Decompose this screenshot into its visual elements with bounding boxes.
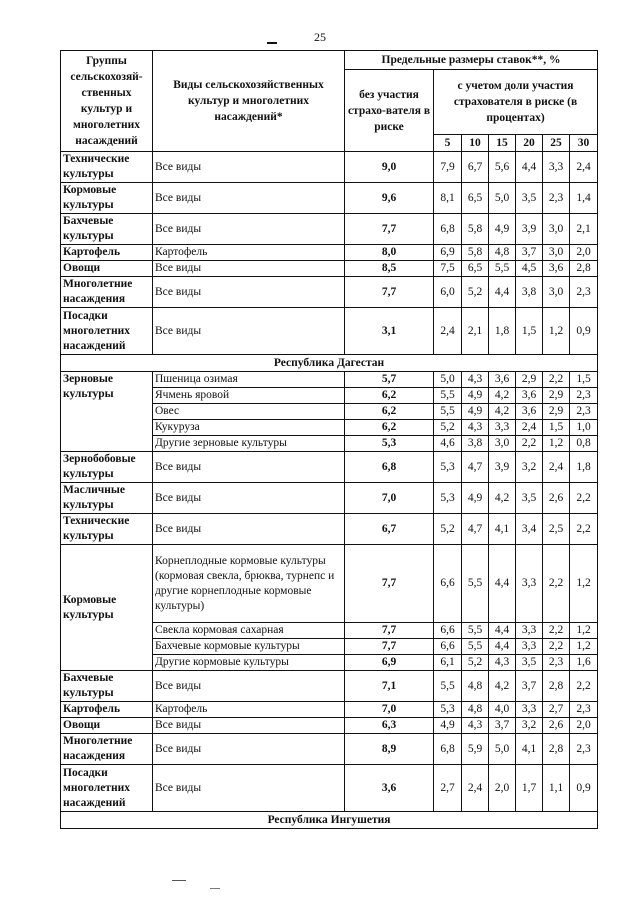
rate-without-participation: 6,8: [345, 452, 434, 483]
scan-mark: [267, 42, 277, 44]
rate-share-15: 4,4: [489, 277, 516, 308]
rate-share-30: 2,1: [570, 214, 598, 245]
rate-share-30: 1,0: [570, 420, 598, 436]
rate-share-5: 6,1: [434, 655, 462, 671]
crop-group: Многолетние насаждения: [61, 734, 153, 765]
rate-share-5: 6,8: [434, 214, 462, 245]
crop-kind: Все виды: [153, 452, 345, 483]
rate-share-15: 3,9: [489, 452, 516, 483]
rate-share-10: 5,5: [462, 623, 489, 639]
crop-kind: Все виды: [153, 261, 345, 277]
header-share-25: 25: [543, 135, 570, 152]
rate-without-participation: 9,6: [345, 183, 434, 214]
crop-kind: Все виды: [153, 483, 345, 514]
crop-kind: Свекла кормовая сахарная: [153, 623, 345, 639]
rate-share-10: 2,1: [462, 308, 489, 355]
table-row: [61, 514, 598, 545]
rate-share-15: 5,5: [489, 261, 516, 277]
rate-share-20: 1,5: [516, 308, 543, 355]
rate-share-10: 4,9: [462, 483, 489, 514]
rate-without-participation: 8,9: [345, 734, 434, 765]
rate-share-10: 5,9: [462, 734, 489, 765]
crop-group: Технические культуры: [61, 514, 153, 545]
table-row: [61, 702, 598, 718]
rate-share-5: 6,0: [434, 277, 462, 308]
rate-share-30: 2,3: [570, 404, 598, 420]
rate-share-25: 2,7: [543, 702, 570, 718]
rate-share-30: 1,6: [570, 655, 598, 671]
region-title: Республика Дагестан: [61, 355, 598, 372]
rate-share-25: 3,3: [543, 152, 570, 183]
header-group: Группы сельскохозяй-ственных культур и многолетних насаждений: [61, 51, 153, 152]
rate-share-25: 2,4: [543, 452, 570, 483]
rate-share-5: 6,9: [434, 245, 462, 261]
rate-share-25: 2,9: [543, 404, 570, 420]
rate-share-5: 2,4: [434, 308, 462, 355]
rate-share-30: 2,3: [570, 277, 598, 308]
table-row: [61, 545, 598, 623]
rate-share-30: 1,4: [570, 183, 598, 214]
header-with-participation: с учетом доли участия страхователя в риске (в процентах): [434, 70, 598, 135]
rate-without-participation: 6,7: [345, 514, 434, 545]
crop-kind: Кукуруза: [153, 420, 345, 436]
rate-share-15: 5,6: [489, 152, 516, 183]
rate-share-20: 3,3: [516, 623, 543, 639]
rate-share-5: 5,5: [434, 388, 462, 404]
table-row: [61, 765, 598, 812]
rate-share-20: 3,3: [516, 545, 543, 623]
crop-kind: Пшеница озимая: [153, 372, 345, 388]
table-body: [61, 152, 598, 829]
region-row: [61, 812, 598, 829]
rate-share-30: 2,0: [570, 245, 598, 261]
rate-share-20: 3,8: [516, 277, 543, 308]
rate-share-15: 4,2: [489, 404, 516, 420]
rate-without-participation: 7,0: [345, 702, 434, 718]
crop-kind: Другие зерновые культуры: [153, 436, 345, 452]
crop-group: Многолетние насаждения: [61, 277, 153, 308]
rate-share-10: 2,4: [462, 765, 489, 812]
rate-without-participation: 5,7: [345, 372, 434, 388]
rate-share-15: 3,0: [489, 436, 516, 452]
rate-share-25: 3,6: [543, 261, 570, 277]
rate-share-30: 2,2: [570, 483, 598, 514]
rate-share-20: 3,5: [516, 655, 543, 671]
rate-without-participation: 8,0: [345, 245, 434, 261]
rate-share-20: 3,2: [516, 718, 543, 734]
table-row: [61, 308, 598, 355]
rate-share-25: 2,2: [543, 623, 570, 639]
header-share-30: 30: [570, 135, 598, 152]
crop-group: Зерновые культуры: [61, 372, 153, 452]
crop-group: Картофель: [61, 702, 153, 718]
rate-share-15: 4,1: [489, 514, 516, 545]
rate-share-20: 3,2: [516, 452, 543, 483]
rate-without-participation: 3,1: [345, 308, 434, 355]
rate-share-20: 3,4: [516, 514, 543, 545]
rate-share-15: 4,2: [489, 388, 516, 404]
header-limits: Предельные размеры ставок**, %: [345, 51, 598, 70]
rate-without-participation: 8,5: [345, 261, 434, 277]
rate-share-15: 4,4: [489, 639, 516, 655]
rate-share-20: 3,7: [516, 245, 543, 261]
header-share-15: 15: [489, 135, 516, 152]
crop-kind: Все виды: [153, 183, 345, 214]
crop-kind: Все виды: [153, 214, 345, 245]
table-row: [61, 214, 598, 245]
rate-share-15: 3,3: [489, 420, 516, 436]
rate-share-5: 8,1: [434, 183, 462, 214]
table-row: [61, 277, 598, 308]
region-title: Республика Ингушетия: [61, 812, 598, 829]
rate-share-15: 5,0: [489, 734, 516, 765]
rate-share-10: 5,5: [462, 639, 489, 655]
rate-share-25: 2,9: [543, 388, 570, 404]
rate-without-participation: 7,7: [345, 277, 434, 308]
rate-share-30: 2,3: [570, 702, 598, 718]
rate-share-30: 0,9: [570, 765, 598, 812]
rate-share-30: 2,0: [570, 718, 598, 734]
rate-share-15: 4,4: [489, 545, 516, 623]
rate-share-5: 6,6: [434, 623, 462, 639]
rate-share-30: 1,2: [570, 623, 598, 639]
rate-without-participation: 6,9: [345, 655, 434, 671]
rate-share-30: 2,3: [570, 388, 598, 404]
crop-kind: Ячмень яровой: [153, 388, 345, 404]
rate-share-30: 0,9: [570, 308, 598, 355]
rates-table: [60, 50, 598, 829]
rate-share-10: 4,3: [462, 372, 489, 388]
header-share-20: 20: [516, 135, 543, 152]
rate-share-15: 4,9: [489, 214, 516, 245]
rate-share-25: 2,3: [543, 183, 570, 214]
crop-kind: Все виды: [153, 734, 345, 765]
rate-without-participation: 3,6: [345, 765, 434, 812]
crop-group: Зернобобовые культуры: [61, 452, 153, 483]
rate-share-25: 2,8: [543, 734, 570, 765]
rate-share-5: 5,5: [434, 404, 462, 420]
rate-share-10: 5,8: [462, 214, 489, 245]
rate-share-15: 1,8: [489, 308, 516, 355]
crop-group: Посадки многолетних насаждений: [61, 308, 153, 355]
rate-without-participation: 6,2: [345, 388, 434, 404]
rate-without-participation: 7,0: [345, 483, 434, 514]
rate-without-participation: 9,0: [345, 152, 434, 183]
rate-share-5: 6,8: [434, 734, 462, 765]
rate-share-15: 3,6: [489, 372, 516, 388]
table-row: [61, 734, 598, 765]
crop-kind: Картофель: [153, 702, 345, 718]
crop-kind: Все виды: [153, 765, 345, 812]
crop-kind: Бахчевые кормовые культуры: [153, 639, 345, 655]
rate-share-25: 3,0: [543, 277, 570, 308]
page-number: 25: [314, 30, 326, 44]
crop-group: Технические культуры: [61, 152, 153, 183]
rate-share-5: 5,3: [434, 452, 462, 483]
rate-share-10: 4,8: [462, 671, 489, 702]
rate-share-25: 2,6: [543, 483, 570, 514]
crop-kind: Все виды: [153, 152, 345, 183]
rate-share-30: 2,8: [570, 261, 598, 277]
rate-share-15: 2,0: [489, 765, 516, 812]
rate-share-10: 6,7: [462, 152, 489, 183]
rate-share-20: 4,4: [516, 152, 543, 183]
table-row: [61, 261, 598, 277]
rate-share-25: 3,0: [543, 214, 570, 245]
crop-kind: Овес: [153, 404, 345, 420]
rate-share-15: 3,7: [489, 718, 516, 734]
header-share-5: 5: [434, 135, 462, 152]
rate-share-5: 7,5: [434, 261, 462, 277]
rate-share-10: 4,9: [462, 404, 489, 420]
rate-share-5: 5,5: [434, 671, 462, 702]
rate-without-participation: 5,3: [345, 436, 434, 452]
header-share-10: 10: [462, 135, 489, 152]
rate-share-25: 2,3: [543, 655, 570, 671]
header-kinds: Виды сельскохозяйственных культур и многолетних насаждений*: [153, 51, 345, 152]
rate-share-30: 1,8: [570, 452, 598, 483]
table-row: [61, 152, 598, 183]
rate-without-participation: 7,7: [345, 623, 434, 639]
crop-group: Бахчевые культуры: [61, 671, 153, 702]
table-row: [61, 671, 598, 702]
rate-share-20: 3,5: [516, 183, 543, 214]
rate-share-10: 4,3: [462, 718, 489, 734]
rate-share-30: 1,5: [570, 372, 598, 388]
rate-share-5: 5,2: [434, 514, 462, 545]
table-row: [61, 183, 598, 214]
table-row: [61, 483, 598, 514]
crop-kind: Корнеплодные кормовые культуры (кормовая свекла, брюква, турнепс и другие корнеплодные кормовые культуры): [153, 545, 345, 623]
rate-share-5: 5,2: [434, 420, 462, 436]
rate-share-30: 2,2: [570, 514, 598, 545]
rate-share-20: 3,6: [516, 388, 543, 404]
table-row: [61, 245, 598, 261]
rate-share-20: 1,7: [516, 765, 543, 812]
rate-share-5: 7,9: [434, 152, 462, 183]
rate-share-25: 2,5: [543, 514, 570, 545]
rate-share-5: 4,6: [434, 436, 462, 452]
rate-share-10: 5,5: [462, 545, 489, 623]
rate-share-30: 2,2: [570, 671, 598, 702]
crop-kind: Все виды: [153, 671, 345, 702]
rate-share-5: 6,6: [434, 545, 462, 623]
scan-mark: [210, 888, 220, 889]
rate-share-15: 4,2: [489, 483, 516, 514]
rate-share-5: 5,0: [434, 372, 462, 388]
rate-share-25: 2,6: [543, 718, 570, 734]
crop-group: Бахчевые культуры: [61, 214, 153, 245]
rate-share-30: 0,8: [570, 436, 598, 452]
rate-share-5: 2,7: [434, 765, 462, 812]
rate-share-30: 2,4: [570, 152, 598, 183]
rate-share-10: 4,8: [462, 702, 489, 718]
table-row: [61, 452, 598, 483]
rate-share-10: 4,9: [462, 388, 489, 404]
rate-share-25: 1,1: [543, 765, 570, 812]
rate-share-15: 5,0: [489, 183, 516, 214]
crop-kind: Все виды: [153, 514, 345, 545]
rate-share-10: 4,3: [462, 420, 489, 436]
rate-share-25: 3,0: [543, 245, 570, 261]
rate-without-participation: 6,2: [345, 420, 434, 436]
crop-group: Овощи: [61, 261, 153, 277]
rate-without-participation: 7,7: [345, 214, 434, 245]
header-without-participation: без участия страхо-вателя в риске: [345, 70, 434, 152]
rate-without-participation: 6,2: [345, 404, 434, 420]
rate-share-15: 4,8: [489, 245, 516, 261]
rate-share-10: 4,7: [462, 514, 489, 545]
rate-share-10: 5,8: [462, 245, 489, 261]
rate-share-5: 5,3: [434, 483, 462, 514]
crop-kind: Картофель: [153, 245, 345, 261]
crop-kind: Другие кормовые культуры: [153, 655, 345, 671]
crop-group: Кормовые культуры: [61, 545, 153, 671]
rate-share-25: 2,2: [543, 639, 570, 655]
rate-share-25: 1,2: [543, 308, 570, 355]
crop-group: Масличные культуры: [61, 483, 153, 514]
rate-share-20: 2,9: [516, 372, 543, 388]
rate-share-20: 4,1: [516, 734, 543, 765]
rate-share-25: 1,2: [543, 436, 570, 452]
scan-mark: [172, 880, 186, 881]
table-row: [61, 372, 598, 388]
rate-share-20: 2,4: [516, 420, 543, 436]
rate-share-5: 5,3: [434, 702, 462, 718]
rate-without-participation: 6,3: [345, 718, 434, 734]
rate-share-20: 3,7: [516, 671, 543, 702]
rate-share-10: 3,8: [462, 436, 489, 452]
rate-share-25: 1,5: [543, 420, 570, 436]
rate-without-participation: 7,1: [345, 671, 434, 702]
rate-share-30: 2,3: [570, 734, 598, 765]
rate-share-5: 4,9: [434, 718, 462, 734]
rate-without-participation: 7,7: [345, 545, 434, 623]
rate-share-15: 4,2: [489, 671, 516, 702]
crop-group: Кормовые культуры: [61, 183, 153, 214]
rate-share-15: 4,3: [489, 655, 516, 671]
rate-share-20: 3,3: [516, 639, 543, 655]
rate-share-30: 1,2: [570, 639, 598, 655]
crop-kind: Все виды: [153, 718, 345, 734]
rate-share-20: 3,5: [516, 483, 543, 514]
rate-share-15: 4,4: [489, 623, 516, 639]
rate-share-10: 6,5: [462, 261, 489, 277]
rate-share-20: 3,9: [516, 214, 543, 245]
crop-group: Овощи: [61, 718, 153, 734]
rate-share-5: 6,6: [434, 639, 462, 655]
rate-share-20: 4,5: [516, 261, 543, 277]
rate-share-10: 6,5: [462, 183, 489, 214]
rate-share-25: 2,2: [543, 372, 570, 388]
rate-share-25: 2,2: [543, 545, 570, 623]
crop-kind: Все виды: [153, 308, 345, 355]
rate-share-10: 4,7: [462, 452, 489, 483]
table-row: [61, 718, 598, 734]
rate-share-20: 2,2: [516, 436, 543, 452]
rate-share-25: 2,8: [543, 671, 570, 702]
rate-share-20: 3,6: [516, 404, 543, 420]
crop-kind: Все виды: [153, 277, 345, 308]
rate-share-10: 5,2: [462, 277, 489, 308]
rate-without-participation: 7,7: [345, 639, 434, 655]
rate-share-10: 5,2: [462, 655, 489, 671]
rate-share-15: 4,0: [489, 702, 516, 718]
region-row: [61, 355, 598, 372]
rate-share-30: 1,2: [570, 545, 598, 623]
crop-group: Посадки многолетних насаждений: [61, 765, 153, 812]
crop-group: Картофель: [61, 245, 153, 261]
rate-share-20: 3,3: [516, 702, 543, 718]
